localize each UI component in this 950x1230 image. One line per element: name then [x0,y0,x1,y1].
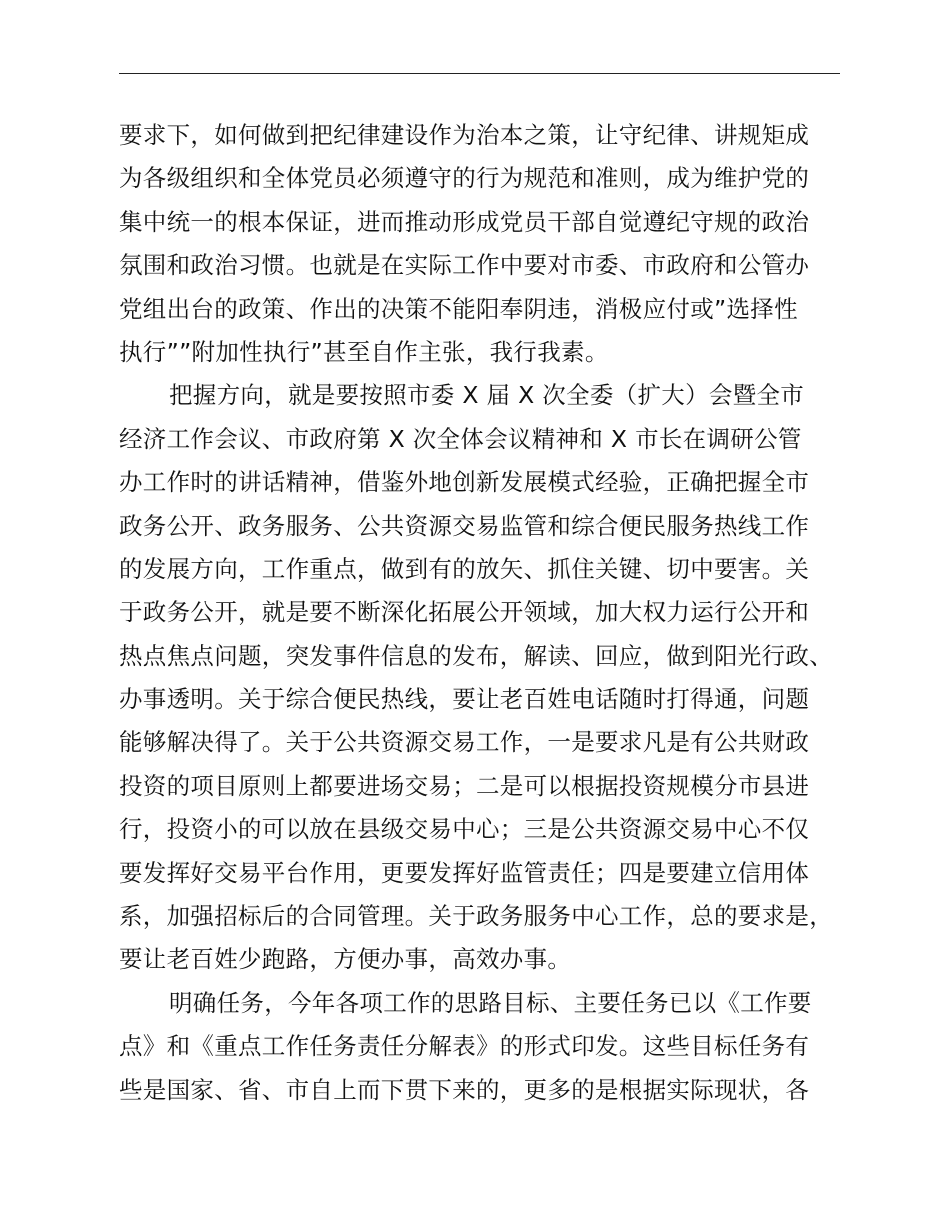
text-line: 政务公开、政务服务、公共资源交易监管和综合便民服务热线工作 [119,511,810,540]
text-line: 于政务公开，就是要不断深化拓展公开领域，加大权力运行公开和 [119,598,810,627]
text-line: 投资的项目原则上都要进场交易；二是可以根据投资规模分市县进 [119,771,810,800]
body-text [119,114,879,1112]
text-line: 氛围和政治习惯。也就是在实际工作中要对市委、市政府和公管办 [119,251,810,280]
text-line: 经济工作会议、市政府第 X 次全体会议精神和 X 市长在调研公管 [119,424,802,453]
text-line: 的发展方向，工作重点，做到有的放矢、抓住关键、切中要害。关 [119,554,810,583]
text-line: 些是国家、省、市自上而下贯下来的，更多的是根据实际现状，各 [119,1075,810,1104]
text-line: 党组出台的政策、作出的决策不能阳奉阴违，消极应付或”选择性 [119,294,798,323]
text-line: 要求下，如何做到把纪律建设作为治本之策，让守纪律、讲规矩成 [119,121,810,149]
text-line: 行，投资小的可以放在县级交易中心；三是公共资源交易中心不仅 [119,815,810,844]
header-rule [119,73,840,74]
text-line: 办事透明。关于综合便民热线，要让老百姓电话随时打得通，问题 [119,685,810,714]
text-line: 点》和《重点工作任务责任分解表》的形式印发。这些目标任务有 [119,1032,810,1061]
text-line: 要发挥好交易平台作用，更要发挥好监管责任；四是要建立信用体 [119,858,810,887]
text-line: 系，加强招标后的合同管理。关于政务服务中心工作，总的要求是， [119,902,833,931]
text-line: 办工作时的讲话精神，借鉴外地创新发展模式经验，正确把握全市 [119,468,810,497]
paragraph-start-line: 明确任务，今年各项工作的思路目标、主要任务已以《工作要 [169,988,812,1017]
text-line: 要让老百姓少跑路，方便办事，高效办事。 [119,945,572,974]
text-line: 执行””附加性执行”甚至自作主张，我行我素。 [119,337,609,366]
text-line: 能够解决得了。关于公共资源交易工作，一是要求凡是有公共财政 [119,728,810,757]
text-line: 热点焦点问题，突发事件信息的发布，解读、回应，做到阳光行政、 [119,641,833,670]
text-line: 集中统一的根本保证，进而推动形成党员干部自觉遵纪守规的政治 [119,207,810,236]
text-line: 为各级组织和全体党员必须遵守的行为规范和准则，成为维护党的 [119,164,810,193]
paragraph-start-line: 把握方向，就是要按照市委 X 届 X 次全委（扩大）会暨全市 [169,381,805,410]
